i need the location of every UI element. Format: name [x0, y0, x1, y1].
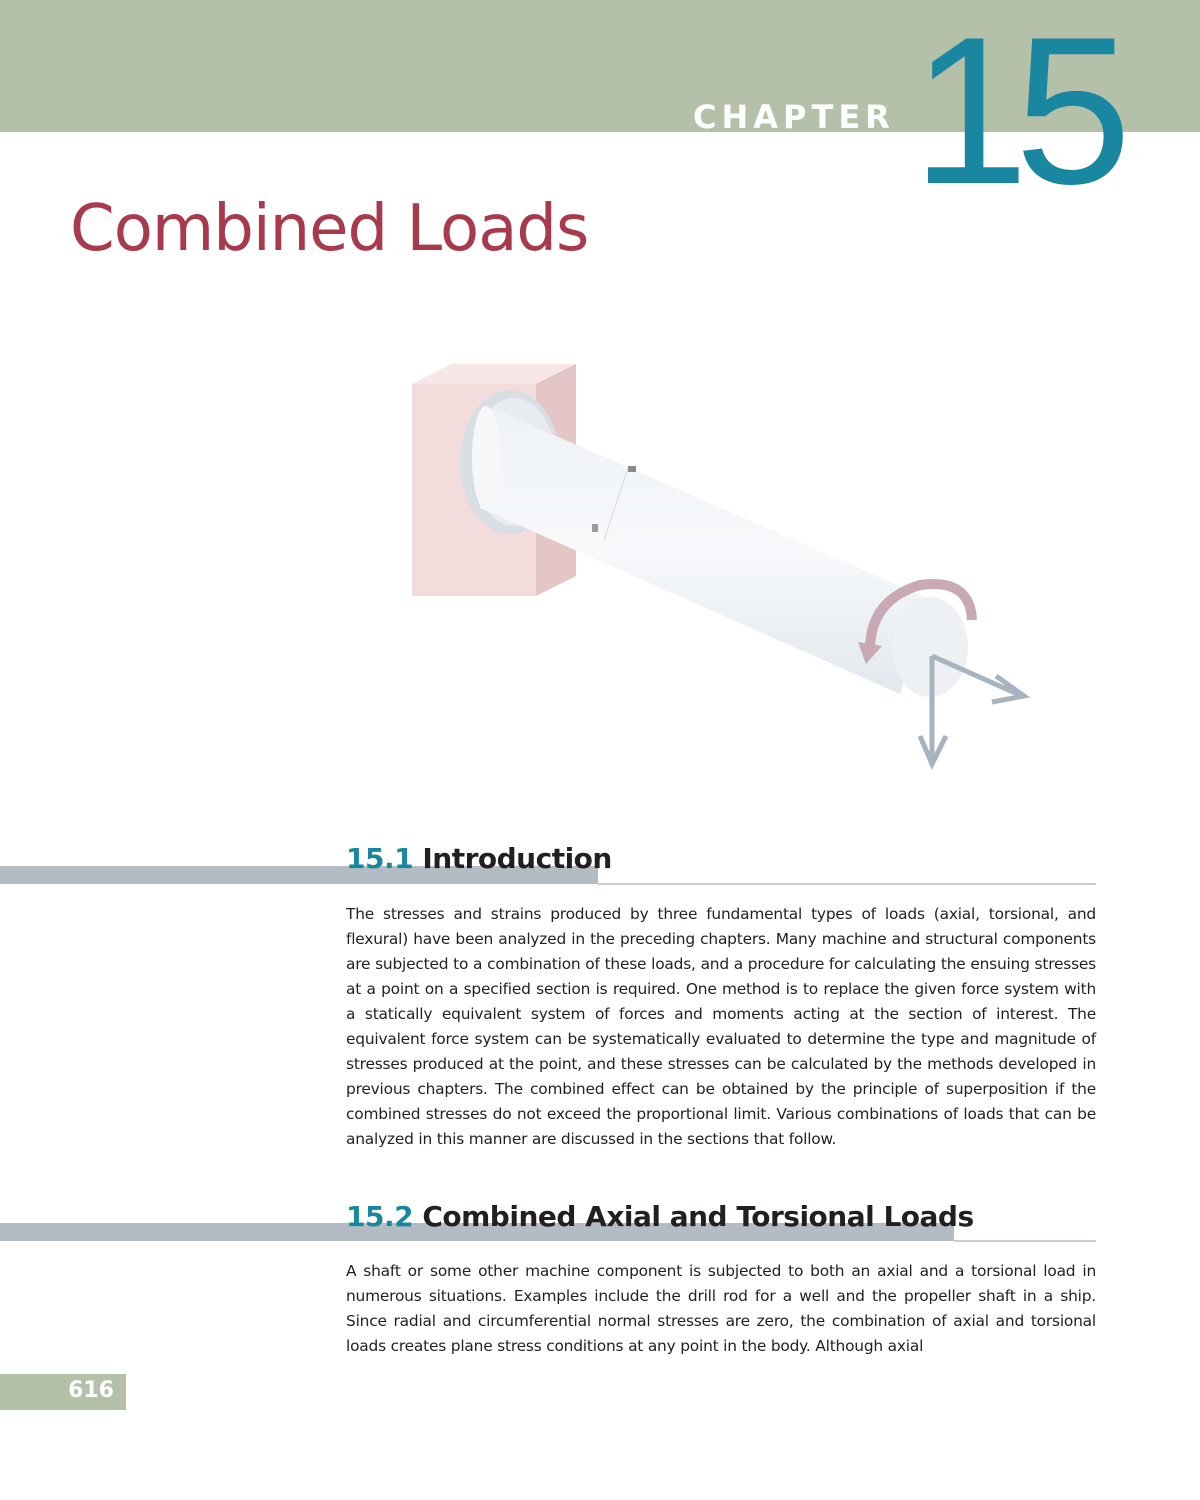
section-heading	[346, 842, 612, 875]
chapter-label: CHAPTER	[693, 98, 895, 136]
chapter-title: Combined Loads	[70, 192, 589, 266]
section-paragraph: A shaft or some other machine component is subjected to both an axial and a torsional load in numerous situations. Examples include the drill rod for a well and the propeller shaft in a ship. Since radial and circumferential normal stresses are zero, the combination of axial and torsional loads creates plane stress conditions at any point in the body. Although axial	[346, 1262, 1096, 1355]
section-rule	[598, 883, 1096, 885]
page-number: 616	[68, 1378, 114, 1403]
section-number: 15.1	[346, 842, 414, 875]
section-title: Introduction	[422, 842, 612, 875]
section-title: Combined Axial and Torsional Loads	[422, 1200, 974, 1233]
page-number-box	[0, 1374, 126, 1410]
shaft-figure	[400, 350, 1040, 790]
section-heading	[346, 1200, 974, 1233]
section-number: 15.2	[346, 1200, 414, 1233]
section-rule	[954, 1240, 1096, 1242]
section-paragraph: The stresses and strains produced by three fundamental types of loads (axial, torsional, and flexural) have been analyzed in the preceding chapters. Many machine and structural components are subjected to a combination of these loads, and a procedure for calculating the ensuing stresses at a point on a specified section is required. One method is to replace the given force system with a statically equivalent system of forces and moments acting at the section of interest. The equivalent force system can be systematically evaluated to determine the type and magnitude of stresses produced at the point, and these stresses can be calculated by the methods developed in previous chapters. The combined effect can be obtained by the principle of superposition if the combined stresses do not exceed the proportional limit. Various combinations of loads that can be analyzed in this manner are discussed in the sections that follow.	[346, 905, 1096, 1148]
chapter-number: 15	[912, 0, 1118, 228]
